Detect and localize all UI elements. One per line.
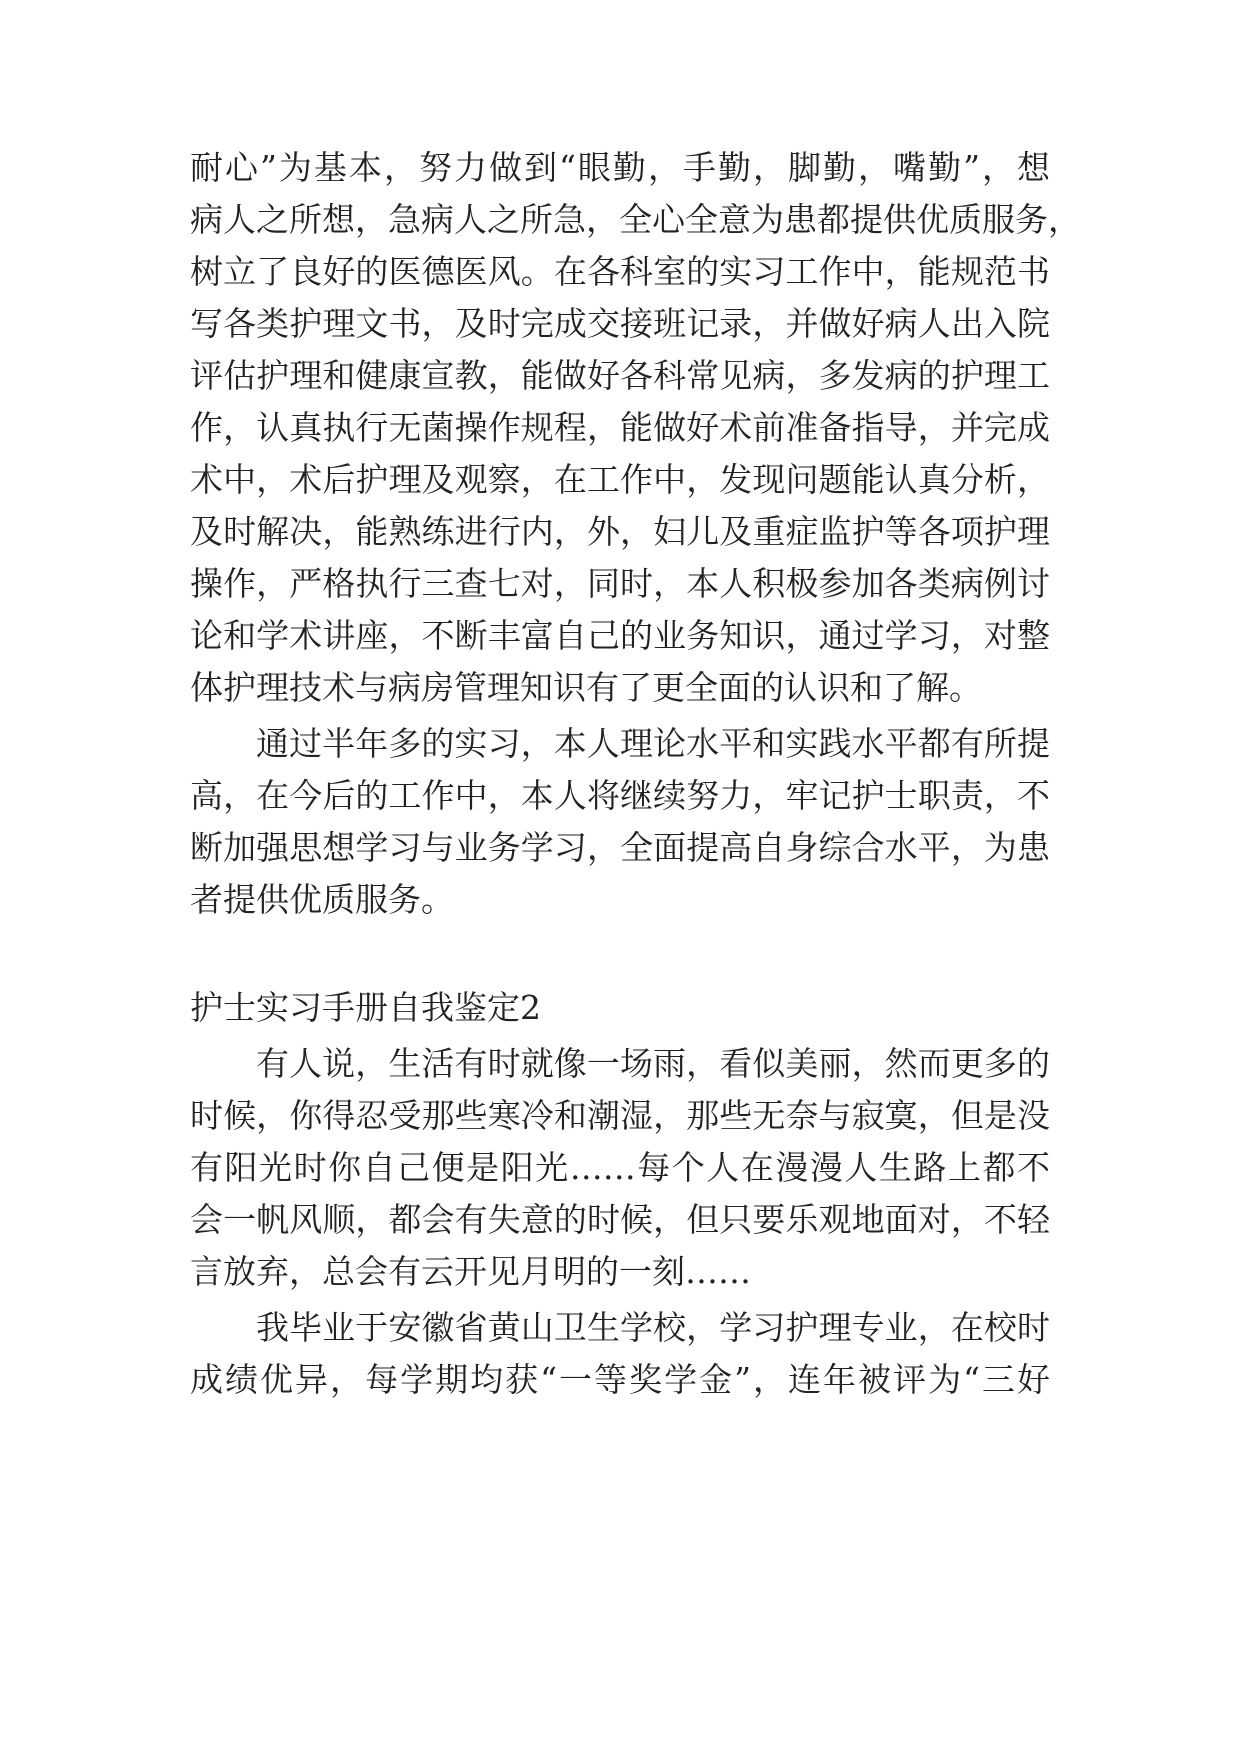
paragraph4-line: 成绩优异，每学期均获“一等奖学金”，连年被评为“三好: [190, 1360, 1050, 1399]
paragraph1-line: 树立了良好的医德医风。在各科室的实习工作中，能规范书: [190, 252, 1050, 291]
paragraph1-line: 评估护理和健康宣教，能做好各科常见病，多发病的护理工: [190, 356, 1050, 395]
paragraph3-line: 有人说，生活有时就像一场雨，看似美丽，然而更多的: [256, 1044, 1050, 1083]
paragraph1-line: 术中，术后护理及观察，在工作中，发现问题能认真分析，: [190, 460, 1050, 499]
paragraph3-line: 时候，你得忍受那些寒冷和潮湿，那些无奈与寂寞，但是没: [190, 1096, 1050, 1135]
paragraph3-line: 会一帆风顺，都会有失意的时候，但只要乐观地面对，不轻: [190, 1200, 1050, 1239]
paragraph1-line: 论和学术讲座，不断丰富自己的业务知识，通过学习，对整: [190, 616, 1050, 655]
paragraph2-line: 断加强思想学习与业务学习，全面提高自身综合水平，为患: [190, 828, 1050, 867]
section-title: 护士实习手册自我鉴定2: [190, 988, 541, 1027]
paragraph1-line: 作，认真执行无菌操作规程，能做好术前准备指导，并完成: [190, 408, 1050, 447]
paragraph1-line: 体护理技术与病房管理知识有了更全面的认识和了解。: [190, 668, 982, 707]
paragraph2-line: 高，在今后的工作中，本人将继续努力，牢记护士职责，不: [190, 776, 1050, 815]
paragraph3-line: 言放弃，总会有云开见月明的一刻……: [190, 1252, 751, 1291]
paragraph4-line: 我毕业于安徽省黄山卫生学校，学习护理专业，在校时: [256, 1308, 1050, 1347]
paragraph1-line: 操作，严格执行三查七对，同时，本人积极参加各类病例讨: [190, 564, 1050, 603]
paragraph1-line: 写各类护理文书，及时完成交接班记录，并做好病人出入院: [190, 304, 1050, 343]
paragraph2-line: 通过半年多的实习，本人理论水平和实践水平都有所提: [256, 724, 1050, 763]
paragraph1-line: 及时解决，能熟练进行内，外，妇儿及重症监护等各项护理: [190, 512, 1050, 551]
paragraph2-line: 者提供优质服务。: [190, 880, 454, 919]
paragraph1-line: 耐心”为基本，努力做到“眼勤，手勤，脚勤，嘴勤”，想: [190, 148, 1050, 187]
paragraph1-line: 病人之所想，急病人之所急，全心全意为患都提供优质服务，: [190, 200, 1081, 239]
paragraph3-line: 有阳光时你自己便是阳光……每个人在漫漫人生路上都不: [190, 1148, 1050, 1187]
